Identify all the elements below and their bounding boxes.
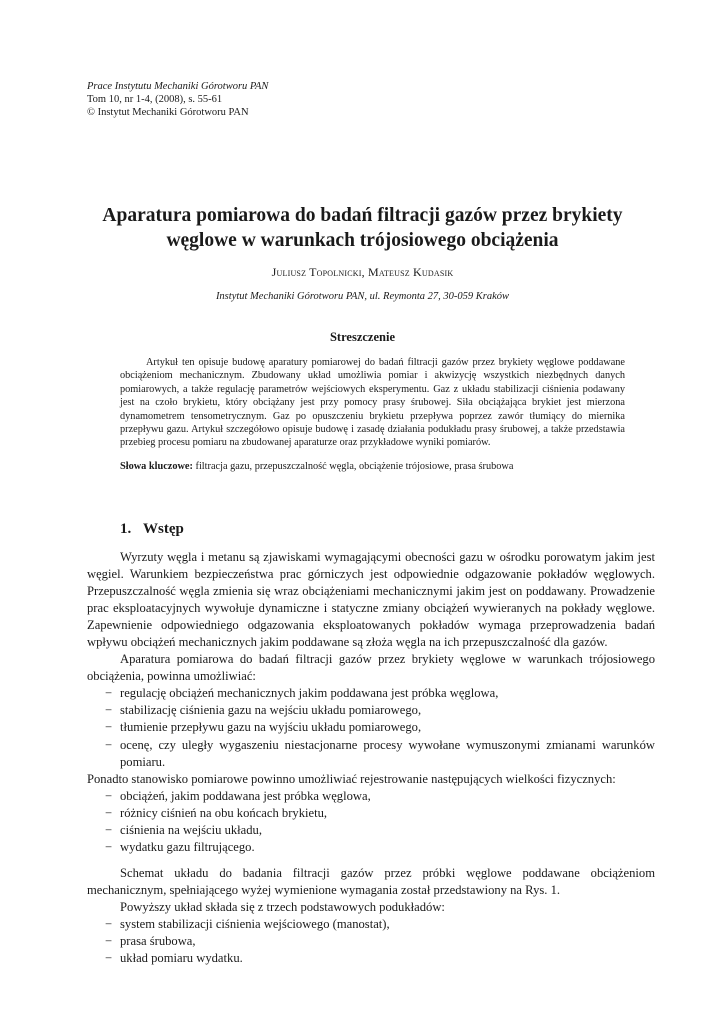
dash-bullet: −: [105, 720, 113, 735]
paragraph-3: Ponadto stanowisko pomiarowe powinno umożliwiać rejestrowanie następujących wielkości fizycznych:: [87, 771, 616, 786]
dash-bullet: −: [105, 822, 113, 837]
journal-header: [87, 80, 268, 119]
abstract-text: Artykuł ten opisuje budowę aparatury pomiarowej do badań filtracji gazów przez brykiety węglowe poddawane obciążeniom mechanicznym. Zbudowany układ umożliwia pomiar i akwizycję wszystkich niezbędnych danych pomiarowych, a także regulację parametrów wejściowych eksperymentu. Gaz z układu stabilizacji ciśnienia podawany jest na czoło brykietu, który obciążany jest przy pomocy prasy śrubowej. Siła obciążająca brykiet jest mierzona dynamometrem tensometrycznym. Gaz po opuszczeniu brykietu przepływa poprzez zawór tłumiący do miernika przepływu gazu. Artykuł szczegółowo opisuje budowę i zasadę działania podukładu prasy śrubowej, a także przedstawia przebieg procesu pomiaru na zbudowanej aparaturze oraz przykładowe wyniki pomiarów.: [120, 357, 625, 449]
keywords: [120, 460, 625, 473]
abstract: [120, 356, 625, 450]
list-item: − ciśnienia na wejściu układu,: [87, 822, 655, 839]
dash-bullet: −: [105, 951, 113, 966]
section-number: 1.: [120, 521, 132, 537]
paragraph-1: Wyrzuty węgla i metanu są zjawiskami wymagającymi obecności gazu w ośrodku porowatym jakim jest węgiel. Warunkiem bezpieczeństwa prac górniczych jest odpowiednie odgazowanie pokładów węglowych. Przepuszczalność węgla zmienia się wraz obciążeniami mechanicznymi jakim jest on poddawany. Prowadzenie prac eksploatacyjnych wywołuje dynamiczne i statyczne zmiany obciążeń wywieranych na pokłady węglowe. Zapewnienie odpowiedniego odgazowania eksploatowanych pokładów wymaga przeprowadzenia badań wpływu obciążeń mechanicznych jakim poddawane są złoża węgla na ich przepuszczalność dla gazów.: [87, 550, 655, 650]
dash-bullet: −: [105, 788, 113, 803]
journal-name: Prace Instytutu Mechaniki Górotworu PAN: [87, 81, 269, 92]
dash-bullet: −: [105, 686, 113, 701]
dash-bullet: −: [105, 916, 113, 931]
body-text: [87, 549, 655, 967]
list-item: − ocenę, czy uległy wygaszeniu niestacjonarne procesy wywołane wymuszonymi zmianami warunków pomiaru.: [105, 737, 655, 769]
list-item: − obciążeń, jakim poddawana jest próbka węglowa,: [87, 788, 655, 805]
dash-bullet: −: [105, 703, 113, 718]
dash-bullet: −: [105, 839, 113, 854]
section-heading: [120, 521, 184, 538]
paper-title: [60, 203, 665, 253]
list-item: − system stabilizacji ciśnienia wejściowego (manostat),: [87, 916, 655, 933]
section-title: Wstęp: [143, 521, 184, 537]
authors: Juliusz Topolnicki, Mateusz Kudasik: [271, 265, 454, 279]
dash-bullet: −: [105, 934, 113, 949]
abstract-heading: Streszczenie: [329, 330, 395, 344]
subsystems-list: [87, 916, 655, 967]
dash-bullet: −: [105, 737, 113, 752]
list-item: − tłumienie przepływu gazu na wyjściu układu pomiarowego,: [87, 719, 655, 736]
journal-volume: Tom 10, nr 1-4, (2008), s. 55-61: [87, 94, 223, 105]
list-item: − regulację obciążeń mechanicznych jakim poddawana jest próbka węglowa,: [87, 685, 655, 702]
title-line-2: węglowe w warunkach trójosiowego obciążenia: [166, 230, 559, 251]
list-item: − stabilizację ciśnienia gazu na wejściu układu pomiarowego,: [87, 702, 655, 719]
requirements-list: [87, 685, 655, 770]
title-line-1: Aparatura pomiarowa do badań filtracji gazów przez brykiety: [102, 205, 623, 226]
measurements-list: [87, 788, 655, 856]
paragraph-2: Aparatura pomiarowa do badań filtracji gazów przez brykiety węglowe w warunkach trójosiowego obciążenia, powinna umożliwiać:: [87, 652, 655, 684]
affiliation: Instytut Mechaniki Górotworu PAN, ul. Reymonta 27, 30-059 Kraków: [215, 291, 510, 302]
paragraph-4: Schemat układu do badania filtracji gazów przez próbki węglowe poddawane obciążeniom mechanicznym, spełniającego wyżej wymienione wymagania został przedstawiony na Rys. 1.: [87, 865, 655, 897]
list-item: − prasa śrubowa,: [87, 933, 655, 950]
journal-copyright: © Instytut Mechaniki Górotworu PAN: [87, 107, 249, 118]
list-item: − wydatku gazu filtrującego.: [87, 839, 655, 856]
list-item: − układ pomiaru wydatku.: [87, 950, 655, 967]
keywords-text: filtracja gazu, przepuszczalność węgla, obciążenie trójosiowe, prasa śrubowa: [195, 461, 514, 472]
paragraph-5: Powyższy układ składa się z trzech podstawowych podukładów:: [120, 899, 445, 914]
list-item: − różnicy ciśnień na obu końcach brykietu,: [87, 805, 655, 822]
keywords-label: Słowa kluczowe:: [120, 461, 193, 472]
dash-bullet: −: [105, 805, 113, 820]
